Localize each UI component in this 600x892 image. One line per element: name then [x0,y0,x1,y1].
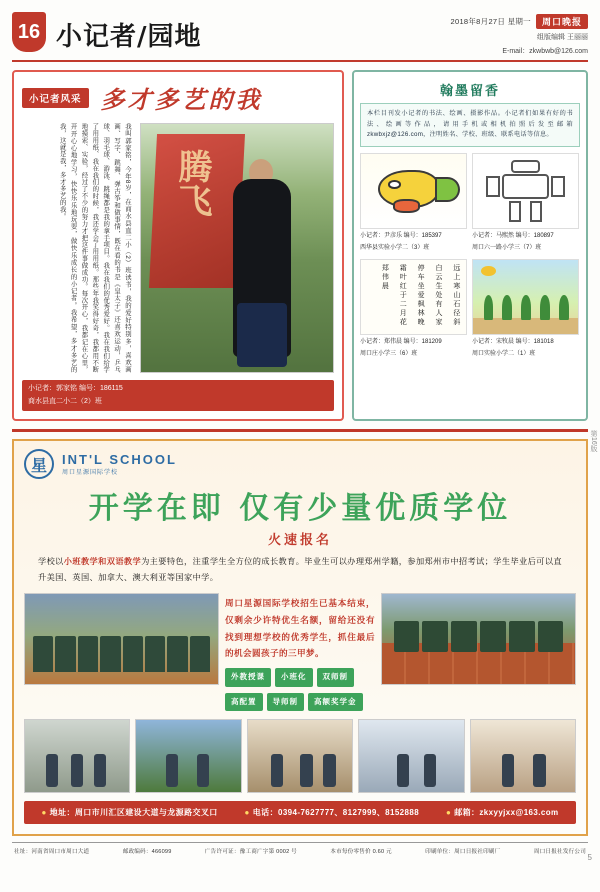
ad-middle-text [225,593,375,711]
feature-body-row [22,123,334,373]
page-number-badge: 16 [12,12,46,52]
calligraphy-column: 远上寒山石径斜 [452,264,461,328]
feature-body-text: 我叫郭家铭，今年8岁，在商水县直二小（2）班读书，我的爱好特别多，喜欢画画、写字、跳舞、弹古筝和做事情，既在看的书是《皇太子》还喜欢运动，乒乓球、羽毛球、游泳、跳绳都是我的拿手项目。我在我们的优秀爱好。我在我们给学了用用纸、我在我们的时候，我还学会了用用纸。那些年我笑得好奇，我都用不断地摸索、实验，经过了不少的努力才把这件事做成功。每次开心，我都记在心里，开开心心地学习，快快乐乐地玩耍，做快乐成长的小记者。我希望，多才多艺的我，这就是我，多才多艺的我。 [58,123,131,373]
footer-price: 本市每份零售价 0.60 元 [330,849,392,856]
ad-paragraph-pre: 学校以 [38,557,64,566]
artwork-reporter: 小记者：郑伟晨 编号：181209 [360,338,442,345]
photo-banner-text: 腾飞 [171,148,212,217]
artwork-cell [360,259,467,360]
footer-ad-license: 广告许可证：豫工商广字第 0002 号 [204,849,297,856]
ad-tag: 高额奖学金 [308,693,363,712]
photo-person-legs [237,303,287,367]
tree-shape [559,295,568,320]
tree-shape [484,295,493,320]
ad-strip-photo [24,719,130,793]
contact-address-text: 地址：周口市川汇区建设大道与龙源路交叉口 [49,808,218,818]
artwork-fish [360,153,467,229]
ad-paragraph-highlight: 小班教学和双语教学 [63,557,142,566]
artwork-cell [360,153,467,254]
contact-email-text: 邮箱：zkxyyjxx@163.com [454,808,559,818]
calligraphy-column: 白云生处有人家 [434,264,443,328]
ad-strip-photo [470,719,576,793]
corner-number: 5 [587,853,592,862]
photo-figure-row [33,636,211,672]
artwork-calligraphy [360,259,467,335]
calligraphy-grid [360,153,580,360]
page-footer [12,842,588,855]
feature-headline: 多才多艺的我 [100,85,263,114]
artwork-reporter: 小记者：马熙然 编号：180897 [472,232,554,239]
feature-credit-reporter: 小记者：郭家铭 编号：186115 [28,385,123,392]
date-row [451,14,589,29]
ad-tag: 外教授课 [225,668,271,687]
footer-postcode: 邮政编码：466099 [122,849,172,856]
ad-tag: 双师制 [317,668,355,687]
photo-figure-row [394,621,564,652]
ad-tag: 导师制 [267,693,305,712]
calligraphy-signature: 郑伟晨 [381,264,390,292]
feature-tag: 小记者风采 [22,88,89,108]
paper-logo: 周口晚报 [536,14,588,29]
publication-date: 2018年8月27日 星期一 [450,17,531,26]
ad-paragraph-rest: 为主要特色，注重学生全方位的成长教育。毕业生可以办理郑州学籍，参加郑州市中招考试；学生毕业后可以直升美国、英国、加拿大、澳大利亚等国家中学。 [38,557,562,582]
artwork-school: 周口庄小学三（6）班 [360,351,418,358]
robot-right-arm-shape [551,176,566,197]
ad-strip-photo [358,719,464,793]
ad-middle-row [24,593,576,711]
feature-photo [140,123,334,373]
contact-phone-text: 电话：0394-7627777、8127999、8152888 [252,808,420,818]
calligraphy-note: 本栏目刊发小记者的书法、绘画、摄影作品。小记者们如果有好的书法、绘画等作品，请用手机或相机拍照后发至邮箱 zkwbxjz@126.com，注明姓名、学校、班级、联系电话等信息。 [360,103,580,147]
artwork-school: 周口六一路小学三（7）班 [472,245,542,252]
artwork-cell [472,259,579,360]
ad-logo-row [24,449,576,479]
tree-shape [521,295,530,320]
bullet-icon: ● [445,808,452,818]
ad-subheadline: 火速报名 [267,532,332,547]
ad-feature-tags-2 [225,693,375,712]
artwork-reporter: 小记者：宋牧晨 编号：181018 [472,338,554,345]
fish-fin-shape [393,199,420,212]
ad-feature-tags [225,668,375,687]
footer-printer: 印刷单位：周口日报社印刷厂 [425,849,501,856]
ad-strip-photo [247,719,353,793]
contact-address [41,807,217,818]
footer-address: 社址：河南省周口市周口大道 [14,849,90,856]
artwork-reporter: 小记者：尹彦乐 编号：185397 [360,232,442,239]
ad-logo-text: INT'L SCHOOL [62,452,177,467]
fish-eye-shape [388,180,401,189]
ad-middle-paragraph: 周口星源国际学校招生已基本结束，仅剩余少许特优生名额，留给还没有找到理想学校的优秀学生，抓住最后的机会圆孩子的三甲梦。 [225,598,375,659]
school-logo-icon: 星 [24,449,54,479]
ad-contact-bar [24,801,576,824]
feature-credit [22,380,334,411]
artwork-robot [472,153,579,229]
calligraphy-title: 翰墨留香 [439,84,500,99]
artwork-cell [472,153,579,254]
robot-right-leg-shape [530,201,543,222]
top-section [12,70,588,421]
masthead [12,10,588,62]
artwork-school: 周口实验小学二（1）班 [472,351,536,358]
ad-tag: 高配置 [225,693,263,712]
artwork-landscape [472,259,579,335]
robot-left-arm-shape [486,176,501,197]
feature-credit-school: 商水县直二小二（2）班 [28,397,102,405]
contact-phone [245,807,420,818]
side-page-mark: 第16版 [590,430,597,452]
tree-shape [540,295,549,320]
ad-photo-strip [24,719,576,793]
robot-head-shape [511,160,540,173]
tree-shape [502,295,511,320]
ad-tag: 小班化 [275,668,313,687]
masthead-right [451,10,589,57]
calligraphy-column: 霜叶红于二月花 [399,264,408,328]
ad-photo-military-training [24,593,219,685]
ad-strip-photo [135,719,241,793]
bullet-icon: ● [41,808,47,818]
contact-email [446,807,559,818]
section-title: 小记者/园地 [56,22,202,52]
fish-tail-shape [435,177,460,202]
ad-logo-subtext: 周口星源国际学校 [62,470,119,476]
feature-headline-row [22,80,334,115]
calligraphy-box [352,70,588,421]
ad-headline: 开学在即 仅有少量优质学位 [88,491,512,526]
ad-paragraph [38,554,562,585]
robot-left-leg-shape [509,201,522,222]
ad-logo-text-block [62,452,177,476]
editor-line-1: 组版编辑 王丽丽 [537,34,588,41]
sun-shape [481,266,496,276]
footer-distributor: 周口日报社发行公司 [533,849,586,856]
bullet-icon: ● [244,808,250,818]
section-divider [12,429,588,432]
editor-email: E-mail：zkwbwb@126.com [502,48,588,56]
artwork-school: 西华县实验小学二（3）班 [360,245,430,252]
advertisement [12,439,588,836]
feature-article-box [12,70,344,421]
robot-body-shape [502,174,548,199]
calligraphy-column: 停车坐爱枫林晚 [417,264,426,328]
ad-photo-track [381,593,576,685]
